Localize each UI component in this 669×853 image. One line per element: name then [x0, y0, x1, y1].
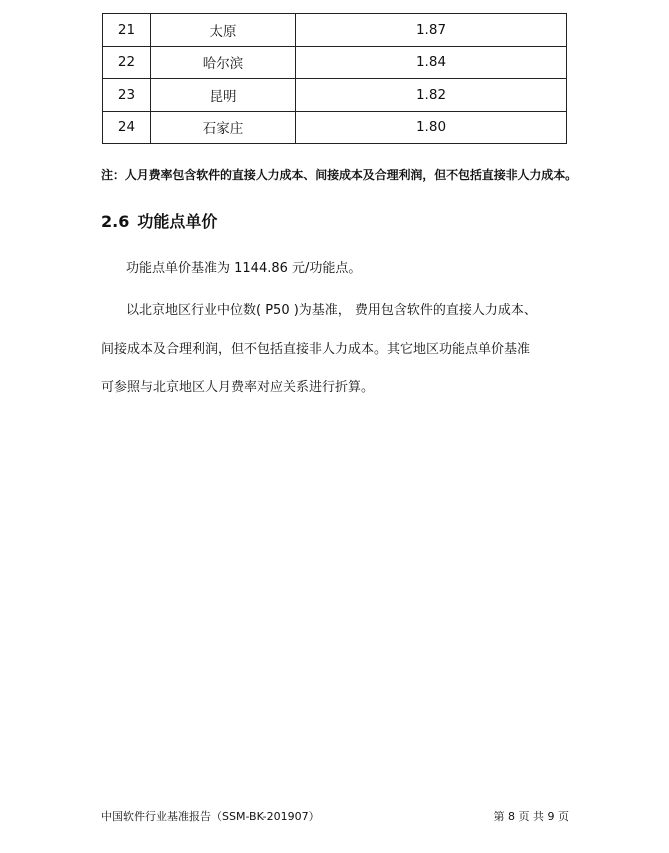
row-value-cell: 1.87 [296, 14, 567, 47]
row-value-cell: 1.84 [296, 46, 567, 79]
table-row [103, 46, 567, 79]
table-row [103, 111, 567, 144]
section-heading [101, 209, 217, 232]
row-value-cell: 1.82 [296, 79, 567, 112]
row-index-cell: 22 [103, 46, 151, 79]
paragraph-basis-line-1: 以北京地区行业中位数( P50 )为基准， 费用包含软件的直接人力成本、 [126, 303, 537, 318]
section-title-text: 功能点单价 [137, 212, 218, 231]
row-index-cell: 23 [103, 79, 151, 112]
section-number: 2.6 [101, 212, 130, 231]
row-city-cell: 哈尔滨 [151, 46, 296, 79]
paragraph-unit-price: 功能点单价基准为 1144.86 元/功能点。 [126, 261, 362, 276]
table-row [103, 79, 567, 112]
row-index-cell: 21 [103, 14, 151, 47]
table-row [103, 14, 567, 47]
footer-report-title: 中国软件行业基准报告（SSM-BK-201907） [101, 810, 320, 823]
paragraph-basis-line-2: 间接成本及合理利润，但不包括直接非人力成本。其它地区功能点单价基准 [101, 342, 531, 357]
rate-table [102, 13, 567, 144]
paragraph-basis-line-3: 可参照与北京地区人月费率对应关系进行折算。 [101, 380, 375, 395]
row-city-cell: 石家庄 [151, 111, 296, 144]
row-value-cell: 1.80 [296, 111, 567, 144]
row-index-cell: 24 [103, 111, 151, 144]
row-city-cell: 太原 [151, 14, 296, 47]
row-city-cell: 昆明 [151, 79, 296, 112]
table-note: 注：人月费率包含软件的直接人力成本、间接成本及合理利润，但不包括直接非人力成本。 [101, 168, 578, 182]
footer-page-number: 第 8 页 共 9 页 [493, 810, 569, 823]
